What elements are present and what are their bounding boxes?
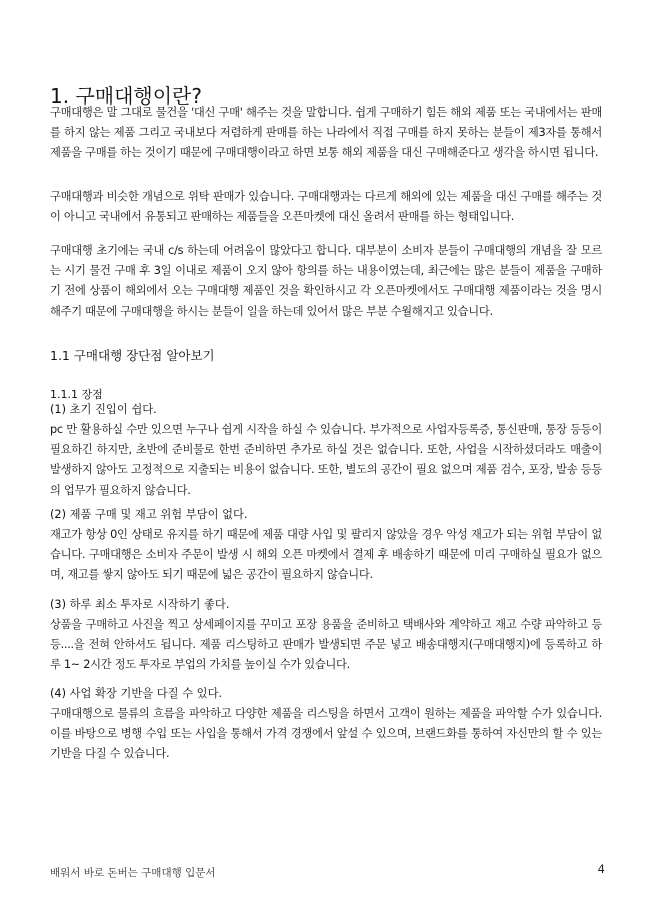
page-number: 4 xyxy=(597,862,605,876)
footer-book-title: 배워서 바로 돈버는 구매대행 입문서 xyxy=(50,867,216,879)
item-body-4: 구매대행으로 물류의 흐름을 파악하고 다양한 제품을 리스팅을 하면서 고객이 원하는 제품을 파악할 수가 있습니다. 이를 바탕으로 병행 수입 또는 사입을 통해서 가격 경쟁에서 앞설 수 있으며, 브랜드화를 통하여 자신만의 할 수 있는 기반을 다질 수 있습니다. xyxy=(50,707,602,761)
subsection-heading: 1.1.1 장점 xyxy=(50,388,103,401)
item-title-2: (2) 제품 구매 및 재고 위험 부담이 없다. xyxy=(50,508,248,521)
item-body-2: 재고가 항상 0인 상태로 유지를 하기 때문에 제품 대량 사입 및 팔리지 않았을 경우 악성 재고가 되는 위험 부담이 없습니다. 구매대행은 소비자 주문이 발생 시 해외 오픈 마켓에서 결제 후 배송하기 때문에 미리 구매하실 필요가 없으며, 재고를 쌓지 않아도 되기 때문에 넓은 공간이 필요하지 않습니다. xyxy=(50,528,602,582)
intro-paragraph-2: 구매대행과 비슷한 개념으로 위탁 판매가 있습니다. 구매대행과는 다르게 해외에 있는 제품을 대신 구매를 해주는 것이 아니고 국내에서 유통되고 판매하는 제품들을 오픈마켓에 대신 올려서 판매를 하는 형태입니다. xyxy=(50,190,602,224)
intro-paragraph-1: 구매대행은 말 그대로 물건을 '대신 구매' 해주는 것을 말합니다. 쉽게 구매하기 힘든 해외 제품 또는 국내에서는 판매를 하지 않는 제품 그리고 국내보다 저렴하게 판매를 하는 나라에서 직접 구매를 하지 못하는 분들이 제3자를 통해서 제품을 구매를 하는 것이기 때문에 구매대행이라고 하면 보통 해외 제품을 대신 구매해준다고 생각을 하시면 됩니다. xyxy=(50,106,602,160)
page-title: 1. 구매대행이란? xyxy=(50,84,202,108)
item-body-1: pc 만 활용하실 수만 있으면 누구나 쉽게 시작을 하실 수 있습니다. 부가적으로 사업자등록증, 통신판매, 통장 등등이 필요하긴 하지만, 초반에 준비물로 한번 준비하면 추가로 하실 것은 없습니다. 또한, 사업을 시작하셨더라도 매출이 발생하지 않아도 고정적으로 지출되는 비용이 없습니다. 또한, 별도의 공간이 필요 없으며 제품 검수, 포장, 발송 등등의 업무가 필요하지 않습니다. xyxy=(50,423,602,497)
section-heading: 1.1 구매대행 장단점 알아보기 xyxy=(50,348,215,363)
item-title-3: (3) 하루 최소 투자로 시작하기 좋다. xyxy=(50,598,230,611)
item-title-4: (4) 사업 확장 기반을 다질 수 있다. xyxy=(50,687,223,700)
intro-paragraph-3: 구매대행 초기에는 국내 c/s 하는데 어려움이 많았다고 합니다. 대부분이 소비자 분들이 구매대행의 개념을 잘 모르는 시기 물건 구매 후 3일 이내로 제품이 오지 않아 항의를 하는 내용이였는데, 최근에는 많은 분들이 제품을 구매하기 전에 상품이 해외에서 오는 구매대행 제품인 것을 확인하시고 각 오픈마켓에서도 구매대행 제품이라는 것을 명시해주기 때문에 구매대행을 하시는 분들이 일을 하는데 있어서 많은 부분 수월해지고 있습니다. xyxy=(50,244,602,318)
item-title-1: (1) 초기 진입이 쉽다. xyxy=(50,403,157,416)
item-body-3: 상품을 구매하고 사진을 찍고 상세페이지를 꾸미고 포장 용품을 준비하고 택배사와 계약하고 재고 수량 파악하고 등등....을 전혀 안하셔도 됩니다. 제품 리스팅하고 판매가 발생되면 주문 넣고 배송대행지(구매대행지)에 등록하고 하루 1~ 2시간 정도 투자로 부업의 가치를 높이실 수가 있습니다. xyxy=(50,618,602,672)
